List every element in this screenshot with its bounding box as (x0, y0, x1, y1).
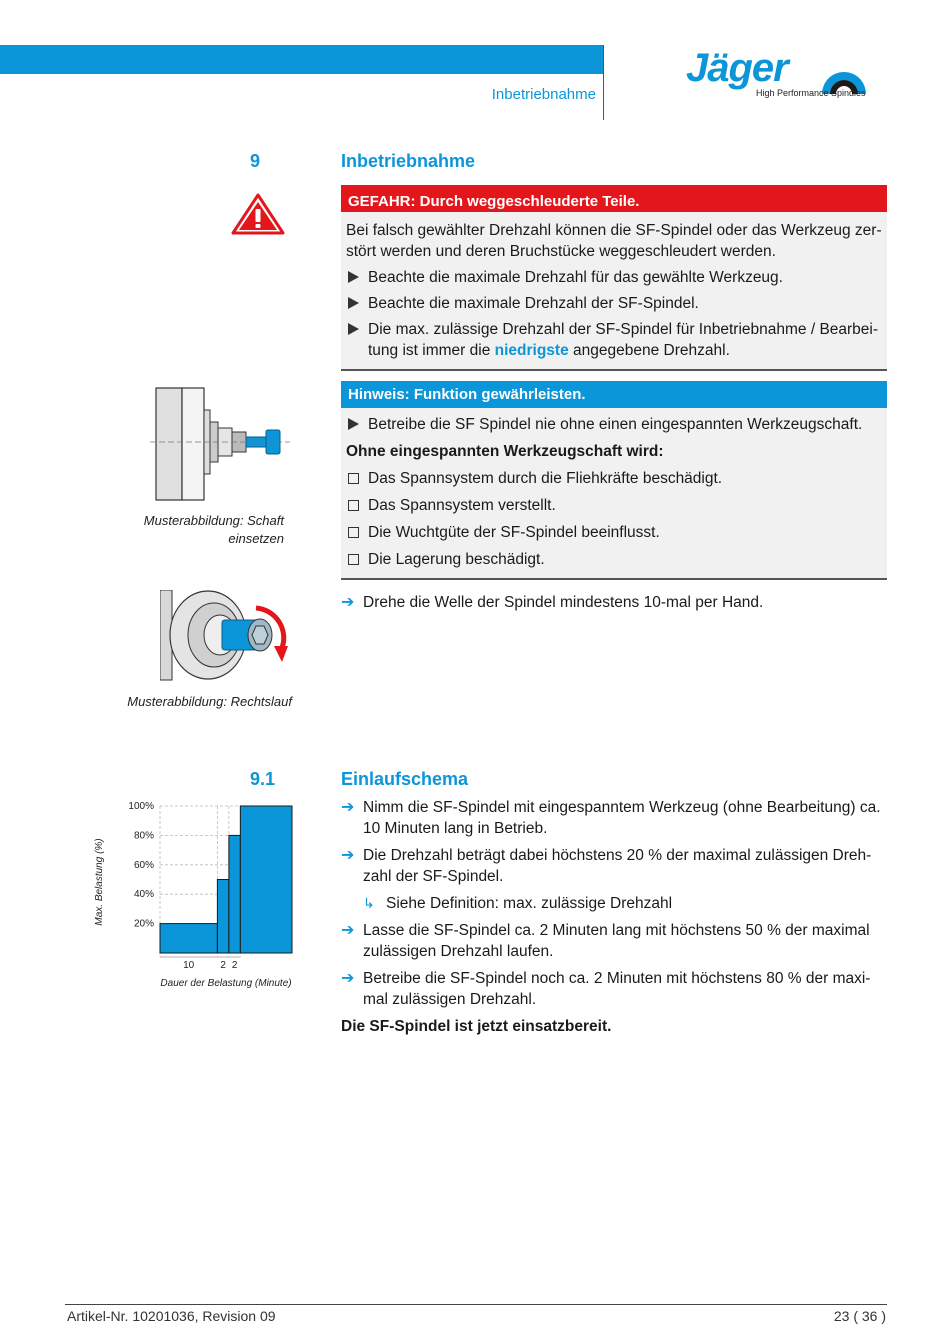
danger-item-text: Die max. zulässige Drehzahl der SF-Spindel für Inbetriebnahme / Bearbei- (368, 321, 879, 338)
company-logo (686, 46, 871, 102)
triangle-bullet-icon (348, 319, 359, 341)
cross-reference-text: Siehe Definition: max. zulässige Drehzahl (386, 895, 673, 912)
section-title: Einlaufschema (341, 769, 469, 789)
checkbox-icon (348, 549, 359, 571)
runin-step-text: zahl der SF-Spindel. (363, 868, 504, 885)
danger-highlight: niedrigste (494, 342, 569, 359)
note-check-item (346, 468, 882, 489)
spindle-shank-illustration (150, 386, 290, 504)
danger-item-text: angegebene Drehzahl. (568, 342, 730, 359)
chart-bars (160, 806, 292, 953)
header-divider (603, 45, 604, 120)
runin-step-text: mal zulässigen Drehzahl. (363, 991, 537, 1008)
runin-steps (341, 797, 891, 1042)
chart-x-tick-label: 2 (220, 960, 226, 971)
danger-item (346, 293, 882, 314)
arrow-bullet-icon: ➔ (341, 847, 355, 864)
danger-item-text: tung ist immer die (368, 342, 495, 359)
danger-item-text: Beachte die maximale Drehzahl für das gewählte Werkzeug. (368, 269, 783, 286)
runin-chart (90, 796, 300, 996)
triangle-bullet-icon (348, 414, 359, 436)
runin-step (341, 797, 891, 839)
chart-y-tick-label: 80% (133, 830, 154, 842)
chart-y-tick-label: 60% (133, 859, 154, 871)
arrow-bullet-icon: ➔ (341, 970, 355, 987)
caption-line: Musterabbildung: Schaft (143, 513, 284, 528)
note-item-text: Betreibe die SF Spindel nie ohne einen eingespannten Werkzeugschaft. (368, 416, 863, 433)
danger-text-line: stört werden und deren Bruchstücke weggeschleudert werden. (346, 243, 776, 260)
runin-step-text: Lasse die SF-Spindel ca. 2 Minuten lang mit höchstens 50 % der maximal (363, 922, 870, 939)
section-number: 9 (249, 151, 260, 171)
runin-step-text: 10 Minuten lang in Betrieb. (363, 820, 548, 837)
triangle-bullet-icon (348, 293, 359, 315)
chart-bar (240, 806, 292, 953)
footer-page-number: 23 ( 36 ) (833, 1308, 886, 1324)
section-number: 9.1 (249, 769, 275, 789)
warning-triangle-icon (231, 193, 285, 235)
danger-item-text: Beachte die maximale Drehzahl der SF-Spindel. (368, 295, 699, 312)
action-step (341, 592, 891, 613)
chart-x-axis-label: Dauer der Belastung (Minute) (160, 978, 292, 989)
runin-step-text: Betreibe die SF-Spindel noch ca. 2 Minuten mit höchstens 80 % der maxi- (363, 970, 871, 987)
danger-heading: GEFAHR: Durch weggeschleuderte Teile. (341, 185, 887, 212)
header-section-title: Inbetriebnahme (491, 86, 596, 103)
chart-y-tick-label: 100% (128, 801, 154, 812)
action-steps (341, 592, 891, 619)
chart-bar (160, 924, 217, 953)
note-check-text: Das Spannsystem durch die Fliehkräfte beschädigt. (368, 470, 723, 487)
danger-text (346, 220, 882, 262)
danger-item (346, 319, 882, 361)
arrow-bullet-icon: ➔ (341, 799, 355, 816)
note-box (341, 381, 887, 580)
note-check-item (346, 549, 882, 570)
chart-y-tick-label: 20% (133, 918, 154, 930)
checkbox-icon (348, 468, 359, 490)
chart-x-tick-label: 10 (183, 960, 195, 971)
runin-step (341, 920, 891, 962)
note-check-item (346, 495, 882, 516)
note-check-item (346, 522, 882, 543)
runin-step (341, 968, 891, 1010)
runin-step-text: Nimm die SF-Spindel mit eingespanntem Werkzeug (ohne Bearbeitung) ca. (363, 799, 881, 816)
note-subheading: Ohne eingespannten Werkzeugschaft wird: (346, 443, 664, 460)
triangle-bullet-icon (348, 267, 359, 289)
danger-box (341, 185, 887, 371)
chart-y-ticks (128, 801, 154, 930)
note-check-text: Die Wuchtgüte der SF-Spindel beeinflusst. (368, 524, 660, 541)
chart-x-ticks (160, 957, 240, 971)
header-bar (0, 45, 604, 74)
section-title: Inbetriebnahme (341, 151, 476, 171)
action-step-text: Drehe die Welle der Spindel mindestens 10-mal per Hand. (363, 594, 764, 611)
result-text: Die SF-Spindel ist jetzt einsatzbereit. (341, 1018, 612, 1035)
logo-tagline: High Performance Spindles (756, 88, 866, 98)
checkbox-icon (348, 522, 359, 544)
cross-reference[interactable] (341, 893, 891, 914)
chart-x-tick-label: 2 (231, 960, 238, 971)
chart-bar (229, 835, 240, 953)
figure-caption: Musterabbildung: Rechtslauf (127, 694, 292, 709)
danger-text-line: Bei falsch gewählter Drehzahl können die SF-Spindel oder das Werkzeug zer- (346, 222, 882, 239)
logo-wordmark: Jäger (686, 46, 788, 90)
chart-y-tick-label: 40% (133, 889, 154, 901)
note-heading: Hinweis: Funktion gewährleisten. (341, 381, 887, 408)
chart-bar (217, 880, 228, 954)
arrow-bullet-icon: ➔ (341, 594, 355, 611)
reference-arrow-icon: ↳ (363, 895, 375, 911)
rotation-illustration (160, 590, 300, 690)
runin-step (341, 845, 891, 887)
runin-step-text: zulässigen Drehzahl laufen. (363, 943, 554, 960)
runin-step-text: Die Drehzahl beträgt dabei höchstens 20 % der maximal zulässigen Dreh- (363, 847, 872, 864)
caption-line: einsetzen (228, 531, 284, 546)
danger-item (346, 267, 882, 288)
footer-article-number: Artikel-Nr. 10201036, Revision 09 (67, 1308, 276, 1324)
chart-y-axis-label: Max. Belastung (%) (94, 838, 105, 926)
arrow-bullet-icon: ➔ (341, 922, 355, 939)
note-check-text: Das Spannsystem verstellt. (368, 497, 556, 514)
note-check-text: Die Lagerung beschädigt. (368, 551, 545, 568)
footer-divider (65, 1304, 887, 1305)
checkbox-icon (348, 495, 359, 517)
note-item (346, 414, 882, 435)
figure-caption (100, 512, 284, 548)
